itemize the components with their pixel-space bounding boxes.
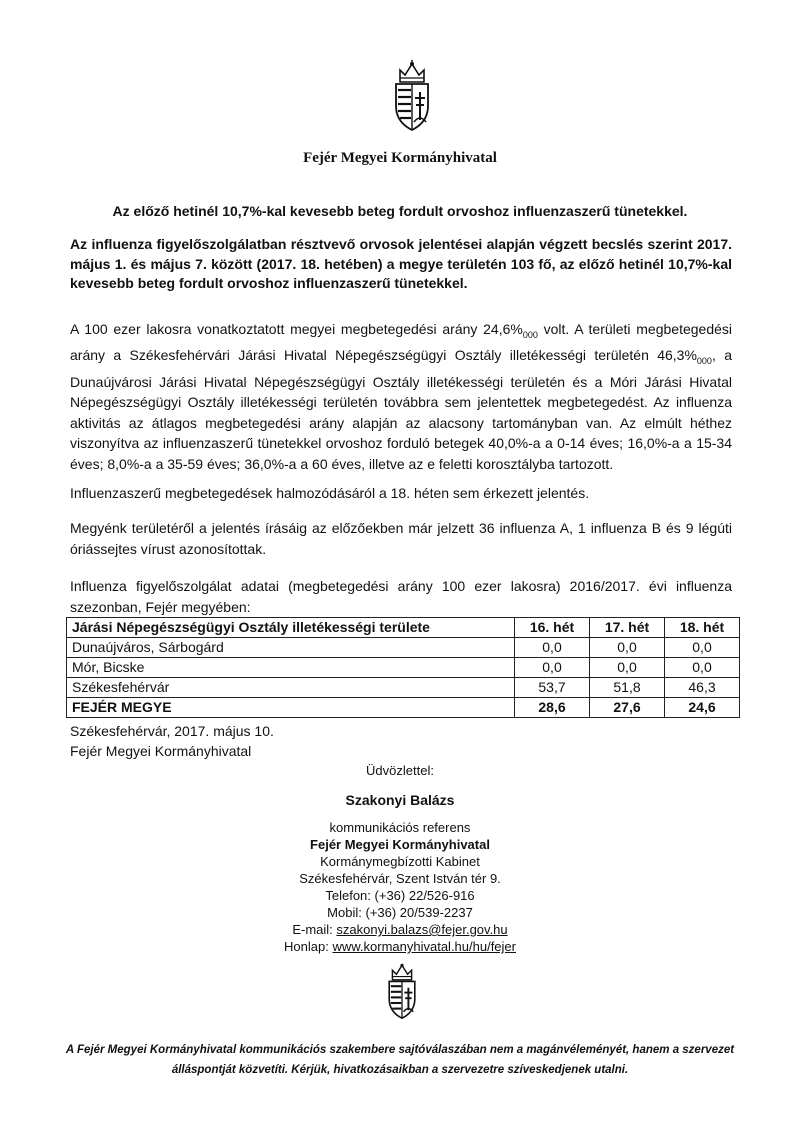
table-cell: 53,7 bbox=[515, 678, 590, 698]
paragraph-incidence-part-b: volt. A területi megbetegedési arány a Székesfehérvári Járási Hivatal Népegészségügyi Osztály illetékességi területén 46,3% bbox=[70, 321, 732, 364]
table-cell: 27,6 bbox=[590, 698, 665, 718]
greeting: Üdvözlettel: bbox=[366, 763, 434, 778]
table-row bbox=[67, 638, 740, 658]
table-header-area: Járási Népegészségügyi Osztály illetékességi területe bbox=[67, 618, 515, 638]
table-header-week-18: 18. hét bbox=[665, 618, 740, 638]
disclaimer: A Fejér Megyei Kormányhivatal kommunikációs szakembere sajtóválaszában nem a magánvéleményét, hanem a szervezet álláspontját közvetíti. Kérjük, hivatkozásaikban a szervezetre szíveskedjenek utalni. bbox=[65, 1044, 735, 1076]
influenza-data-table bbox=[66, 617, 740, 718]
table-total-row bbox=[67, 698, 740, 718]
table-row bbox=[67, 658, 740, 678]
signer-address: Székesfehérvár, Szent István tér 9. bbox=[299, 871, 501, 886]
org-name-heading: Fejér Megyei Kormányhivatal bbox=[303, 150, 497, 166]
table-cell: 0,0 bbox=[515, 658, 590, 678]
table-cell: 51,8 bbox=[590, 678, 665, 698]
phone-value: (+36) 22/526-916 bbox=[374, 888, 475, 903]
table-header-week-17: 17. hét bbox=[590, 618, 665, 638]
headline: Az előző hetinél 10,7%-kal kevesebb beteg fordult orvoshoz influenzaszerű tünetekkel. bbox=[112, 203, 688, 219]
table-cell: 0,0 bbox=[515, 638, 590, 658]
signer-name: Szakonyi Balázs bbox=[345, 792, 455, 808]
signer-unit: Kormánymegbízotti Kabinet bbox=[320, 854, 480, 869]
coat-of-arms-icon bbox=[392, 60, 432, 132]
table-cell: FEJÉR MEGYE bbox=[67, 698, 515, 718]
paragraph-table-intro: Influenza figyelőszolgálat adatai (megbetegedési arány 100 ezer lakosra) 2016/2017. évi influenza szezonban, Fejér megyében: bbox=[70, 578, 732, 615]
signer-org: Fejér Megyei Kormányhivatal bbox=[310, 837, 490, 852]
email-link[interactable]: szakonyi.balazs@fejer.gov.hu bbox=[336, 922, 508, 937]
table-header-week-16: 16. hét bbox=[515, 618, 590, 638]
table-cell: 0,0 bbox=[590, 638, 665, 658]
per-hundred-thousand-sub-2: 000 bbox=[696, 356, 712, 367]
lead-paragraph: Az influenza figyelőszolgálatban résztvevő orvosok jelentései alapján végzett becslés szerint 2017. május 1. és május 7. között (2017. 18. hetében) a megye területén 103 fő, az előző hetinél 10,7%-kal kevesebb beteg fordult orvoshoz influenzaszerű tünetekkel. bbox=[70, 236, 732, 291]
paragraph-viruses: Megyénk területéről a jelentés írásáig az előzőekben már jelzett 36 influenza A, 1 influenza B és 9 légúti óriássejtes vírust azonosítottak. bbox=[70, 520, 732, 557]
table-cell: Székesfehérvár bbox=[67, 678, 515, 698]
email-line bbox=[0, 922, 800, 937]
table-cell: 0,0 bbox=[590, 658, 665, 678]
per-hundred-thousand-sub: 000 bbox=[522, 329, 538, 340]
table-cell: Dunaújváros, Sárbogárd bbox=[67, 638, 515, 658]
web-label: Honlap: bbox=[284, 939, 329, 954]
paragraph-incidence-part-c: , a Dunaújvárosi Járási Hivatal Népegészségügyi Osztály illetékességi területén és a Móri Járási Hivatal Népegészségügyi Osztály illetékességi területén továbbra sem jelentettek megbetegedést. Az influenza aktivitás az átlagos megbetegedési arány alapján az alacsony tartományban van. Az elmúlt héthez viszonyítva az influenzaszerű tünetekkel orvoshoz forduló betegek 40,0%-a a 0-14 éves; 16,0%-a a 15-34 éves; 8,0%-a a 35-59 éves; 36,0%-a a 60 éves, illetve az e feletti korosztályba tartozott. bbox=[70, 347, 732, 472]
paragraph-incidence-part-a: A 100 ezer lakosra vonatkoztatott megyei megbetegedési arány 24,6% bbox=[70, 321, 523, 337]
table-cell: 0,0 bbox=[665, 658, 740, 678]
table-header-row bbox=[67, 618, 740, 638]
table-cell: 46,3 bbox=[665, 678, 740, 698]
table-cell: 28,6 bbox=[515, 698, 590, 718]
website-link[interactable]: www.kormanyhivatal.hu/hu/fejer bbox=[332, 939, 516, 954]
phone-line bbox=[0, 888, 800, 903]
place-date: Székesfehérvár, 2017. május 10. bbox=[70, 723, 274, 739]
table-row bbox=[67, 678, 740, 698]
email-label: E-mail: bbox=[292, 922, 333, 937]
table-cell: Mór, Bicske bbox=[67, 658, 515, 678]
signoff-org: Fejér Megyei Kormányhivatal bbox=[70, 743, 252, 759]
mobile-label: Mobil: bbox=[327, 905, 362, 920]
paragraph-incidence bbox=[70, 319, 732, 474]
mobile-line bbox=[0, 905, 800, 920]
coat-of-arms-icon bbox=[386, 960, 418, 1022]
table-cell: 0,0 bbox=[665, 638, 740, 658]
signer-role: kommunikációs referens bbox=[329, 820, 471, 835]
phone-label: Telefon: bbox=[325, 888, 371, 903]
web-line bbox=[0, 939, 800, 954]
table-cell: 24,6 bbox=[665, 698, 740, 718]
paragraph-clusters: Influenzaszerű megbetegedések halmozódásáról a 18. héten sem érkezett jelentés. bbox=[70, 485, 590, 501]
mobile-value: (+36) 20/539-2237 bbox=[365, 905, 473, 920]
